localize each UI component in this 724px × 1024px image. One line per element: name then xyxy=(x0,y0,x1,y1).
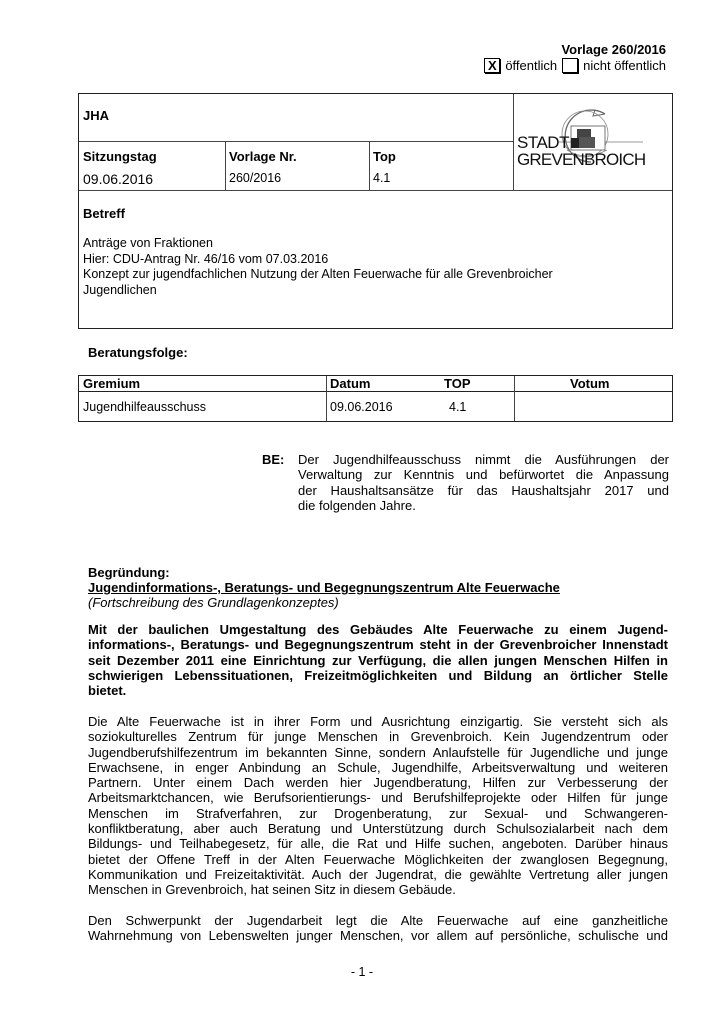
top-value: 4.1 xyxy=(373,171,391,185)
paragraph-line: Erwachsene, in enger Anbindung an Schule, Jugendhilfe, Arbeitsverwaltung und weiteren xyxy=(88,759,668,775)
paragraph-2 xyxy=(88,913,668,944)
begruendung-title: Begründung: xyxy=(88,565,170,580)
paragraph-line: Menschen in Grevenbroich, hat seinen Sitz in diesem Gebäude. xyxy=(88,882,456,898)
begruendung-note: (Fortschreibung des Grundlagenkonzeptes) xyxy=(88,595,339,610)
private-checkbox[interactable] xyxy=(562,58,578,73)
divider xyxy=(513,94,514,190)
paragraph-line: Menschen im Strafverfahren, zur Drogenberatung, zur Sexual- und Schwangeren- xyxy=(88,805,668,821)
intro-line: informations-, Beratungs- und Begegnungszentrum steht in der Grevenbroicher Innenstadt xyxy=(88,637,668,653)
paragraph-line: bietet der Offene Treff in der Alten Feuerwache Möglichkeiten der zwanglosen Begegnung, xyxy=(88,851,668,867)
be-line: der Haushaltsansätze für das Haushaltsjahr 2017 und xyxy=(298,482,669,498)
col-header-datum: Datum xyxy=(330,376,371,391)
betreff-line: Jugendlichen xyxy=(83,282,157,297)
sitzungstag-value: 09.06.2016 xyxy=(83,171,154,187)
stadt-grevenbroich-logo xyxy=(515,104,645,174)
divider xyxy=(79,141,513,142)
logo-line2: GREVENBROICH xyxy=(517,150,646,169)
table-header-divider xyxy=(79,391,672,392)
betreff-text xyxy=(83,236,553,298)
public-label: öffentlich xyxy=(505,58,558,73)
beratungsfolge-table xyxy=(78,375,673,422)
be-text xyxy=(298,452,669,513)
intro-line: bietet. xyxy=(88,683,127,699)
be-line: Der Jugendhilfeausschuss nimmt die Ausführungen der xyxy=(298,452,669,467)
paragraph-line: Bildungs- und Teilhabegesetz, für alle, die Rat und Hilfe suchen, angeboten. Darüber hinaus xyxy=(88,836,668,852)
paragraph-1 xyxy=(88,714,668,898)
col-header-gremium: Gremium xyxy=(83,376,141,391)
cell-datum: 09.06.2016 xyxy=(330,400,393,414)
committee-name: JHA xyxy=(83,108,110,123)
public-checkbox[interactable]: X xyxy=(484,58,500,73)
sitzungstag-label: Sitzungstag xyxy=(83,149,157,164)
cell-top: 4.1 xyxy=(449,400,467,414)
divider xyxy=(225,141,226,190)
paragraph-line: Partnern. Unter einem Dach werden hier Jugendberatung, Hilfen zur Verbesserung der xyxy=(88,775,668,791)
paragraph-line: Jugendberufshilfezentrum im bekannten Sinne, sondern Anlaufstelle für Jugendliche und junge xyxy=(88,744,668,760)
paragraph-line: Arbeitsmarktchancen, wie Berufsorientierungs- und Berufshilfeprojekte oder Hilfen für junge xyxy=(88,790,668,806)
intro-paragraph xyxy=(88,622,668,698)
be-label: BE: xyxy=(262,452,285,467)
begruendung-subtitle: Jugendinformations-, Beratungs- und Begegnungszentrum Alte Feuerwache xyxy=(88,580,560,595)
divider xyxy=(79,190,672,191)
betreff-line: Anträge von Fraktionen xyxy=(83,236,213,250)
col-header-votum: Votum xyxy=(570,376,610,391)
paragraph-line: Kommunikation und Freizeitaktivität. Auch der Jugendrat, die gewählte Vertretung aller jungen xyxy=(88,866,668,882)
betreff-label: Betreff xyxy=(83,206,125,221)
betreff-line: Hier: CDU-Antrag Nr. 46/16 vom 07.03.2016 xyxy=(83,251,329,266)
be-line: Verwaltung zur Kenntnis und befürwortet die Anpassung xyxy=(298,467,669,483)
intro-line: Mit der baulichen Umgestaltung des Gebäudes Alte Feuerwache zu einem Jugend- xyxy=(88,622,668,637)
col-header-top: TOP xyxy=(444,376,471,391)
vorlage-nr-label: Vorlage Nr. xyxy=(229,149,297,164)
divider xyxy=(369,141,370,190)
vorlage-title: Vorlage 260/2016 xyxy=(561,42,666,57)
logo-line1: STADT xyxy=(517,133,569,152)
paragraph-line: konfliktberatung, aber auch Beratung und Unterstützung durch Schulsozialarbeit nach dem xyxy=(88,821,668,837)
col-divider xyxy=(326,376,327,421)
beratungsfolge-title: Beratungsfolge: xyxy=(88,345,188,360)
betreff-line: Konzept zur jugendfachlichen Nutzung der Alten Feuerwache für alle Grevenbroicher xyxy=(83,267,553,281)
paragraph-line: Wahrnehmung von Lebenswelten junger Menschen, vor allem auf persönliche, schulische und xyxy=(88,928,668,944)
col-divider xyxy=(514,376,515,421)
top-label: Top xyxy=(373,149,396,164)
paragraph-line: Die Alte Feuerwache ist in ihrer Form und Ausrichtung einzigartig. Sie versteht sich als xyxy=(88,714,668,729)
cell-gremium: Jugendhilfeausschuss xyxy=(83,400,206,414)
private-label: nicht öffentlich xyxy=(583,58,666,73)
paragraph-line: soziokulturelles Zentrum für junge Menschen in Grevenbroich. Kein Jugendzentrum oder xyxy=(88,729,668,745)
intro-line: schwierigen Lebenssituationen, Freizeitmöglichkeiten und Bildung an örtlicher Stelle xyxy=(88,667,668,683)
page-number: - 1 - xyxy=(350,965,374,979)
be-line: die folgenden Jahre. xyxy=(298,497,416,513)
paragraph-line: Den Schwerpunkt der Jugendarbeit legt die Alte Feuerwache auf eine ganzheitliche xyxy=(88,913,668,928)
visibility-options xyxy=(484,58,666,73)
vorlage-nr-value: 260/2016 xyxy=(229,171,282,185)
intro-line: seit Dezember 2011 eine Einrichtung zur Verfügung, die allen jungen Menschen Hilfen in xyxy=(88,652,668,668)
